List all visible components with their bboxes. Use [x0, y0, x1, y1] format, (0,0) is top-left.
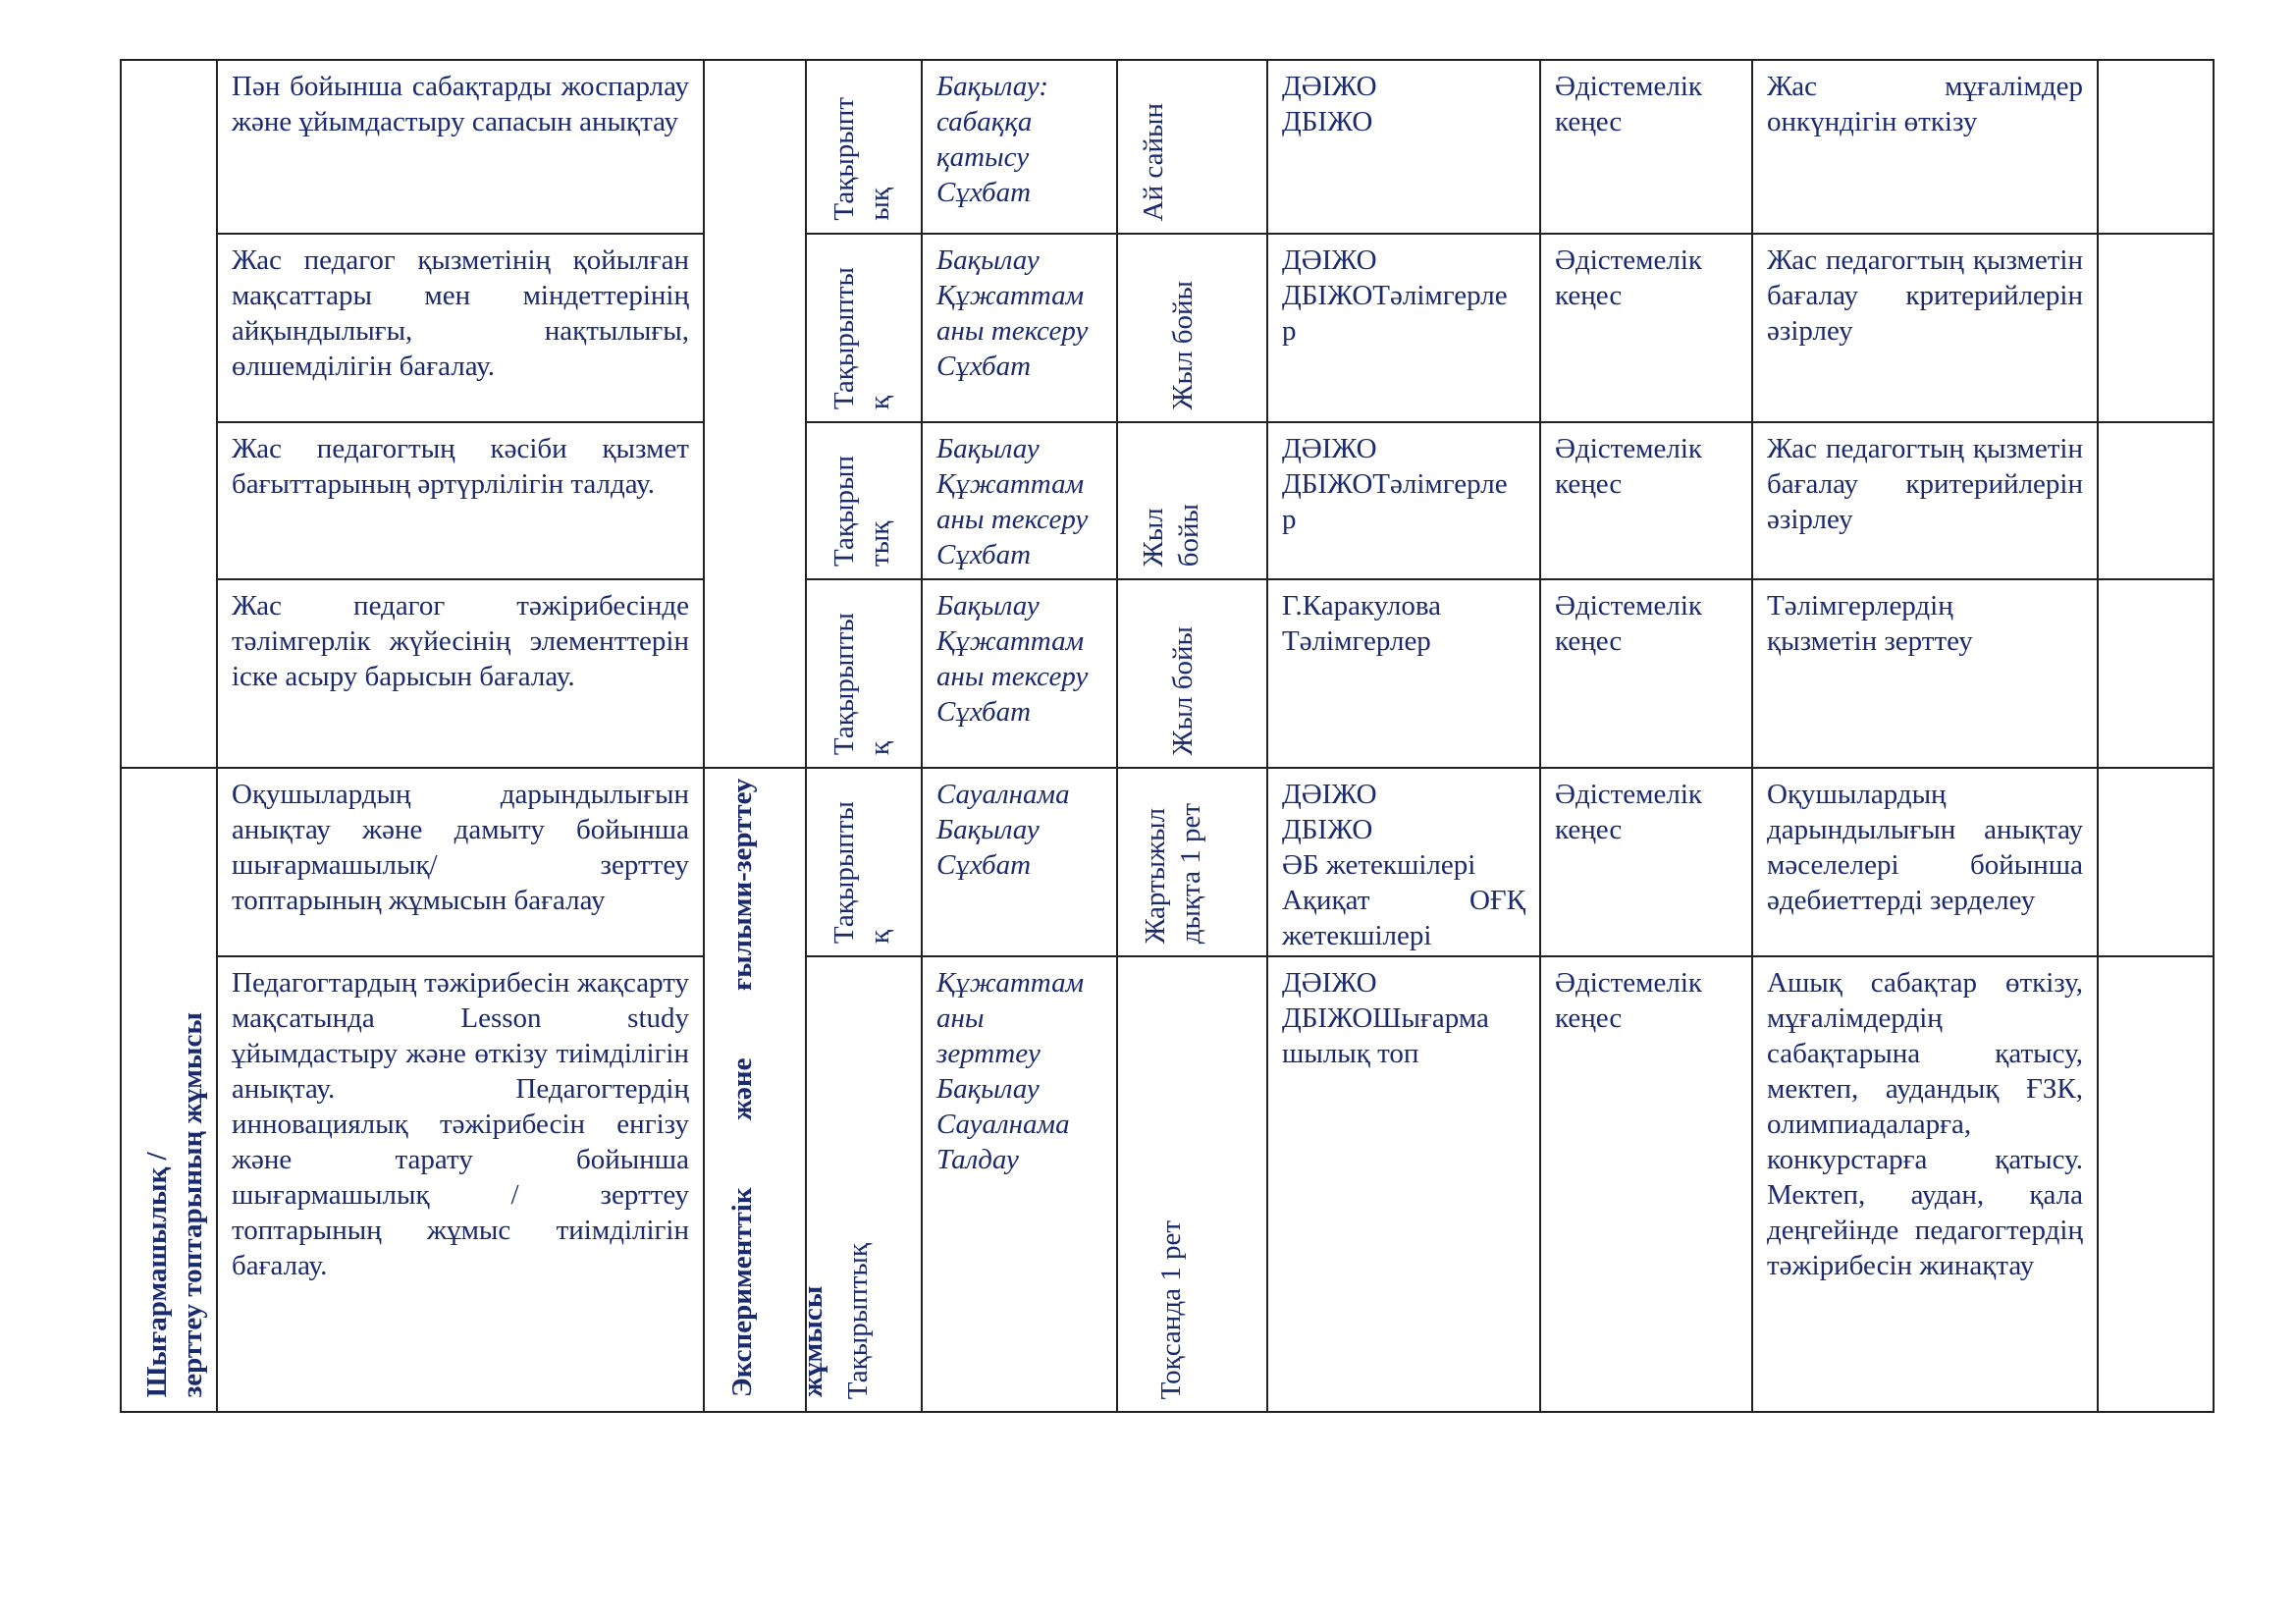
- empty-cell: [2098, 768, 2214, 956]
- methods-cell: [922, 579, 1117, 768]
- table-row: [121, 60, 2214, 234]
- control-type-cell: [806, 234, 922, 422]
- methods-text: Бақылау Құжаттам аны тексеру Сұхбат: [936, 590, 1089, 728]
- outcome-cell: [1752, 234, 2098, 422]
- review-cell: [1540, 579, 1752, 768]
- control-type-cell: [806, 60, 922, 234]
- responsible-text: ДӘІЖО ДБІЖОТәлімгерле р: [1282, 433, 1508, 535]
- outcome-cell: [1752, 60, 2098, 234]
- control-type-text: Тақырыпты қ: [828, 800, 895, 944]
- outcome-cell: [1752, 768, 2098, 956]
- task-cell: [217, 234, 704, 422]
- object-line: жұмысы: [797, 1285, 828, 1397]
- control-type-cell: [806, 768, 922, 956]
- direction-cell-2: [121, 768, 217, 1412]
- period-text: Жыл бойы: [1167, 625, 1199, 755]
- task-text: Пән бойынша сабақтарды жоспарлау және ұйымдастыру сапасын анықтау: [232, 71, 689, 137]
- responsible-line: [1282, 883, 1525, 918]
- outcome-cell: [1752, 422, 2098, 579]
- responsible-cell: [1267, 422, 1540, 579]
- methods-text: Бақылау Құжаттам аны тексеру Сұхбат: [936, 433, 1089, 570]
- task-cell: [217, 956, 704, 1412]
- empty-cell: [2098, 422, 2214, 579]
- period-cell: [1117, 60, 1267, 234]
- period-text: Ай сайын: [1138, 102, 1169, 221]
- review-cell: [1540, 956, 1752, 1412]
- review-cell: [1540, 422, 1752, 579]
- control-type-cell: [806, 956, 922, 1412]
- responsible-cell: [1267, 956, 1540, 1412]
- responsible-text: ДӘІЖО ДБІЖОТәлімгерле р: [1282, 244, 1508, 347]
- empty-cell: [2098, 579, 2214, 768]
- methods-text: Сауалнама Бақылау Сұхбат: [936, 779, 1070, 881]
- task-text: Жас педагогтың кәсіби қызмет бағыттарының әртүрлілігін талдау.: [232, 433, 689, 500]
- table-row: [121, 579, 2214, 768]
- methods-cell: [922, 422, 1117, 579]
- period-text: Жыл бойы: [1138, 503, 1204, 567]
- outcome-cell: [1752, 579, 2098, 768]
- table-row: [121, 234, 2214, 422]
- period-cell: [1117, 422, 1267, 579]
- methods-text: Бақылау Құжаттам аны тексеру Сұхбат: [936, 244, 1089, 382]
- period-cell: [1117, 768, 1267, 956]
- period-text: Жыл бойы: [1167, 280, 1199, 409]
- review-cell: [1540, 234, 1752, 422]
- review-text: Әдістемелік кеңес: [1555, 967, 1703, 1034]
- review-text: Әдістемелік кеңес: [1555, 433, 1703, 500]
- review-text: Әдістемелік кеңес: [1555, 244, 1703, 311]
- task-text: Оқушылардың дарындылығын анықтау және дамыту бойынша шығармашылық/ зерттеу топтарының жұмысын бағалау: [232, 779, 689, 916]
- methods-text: Бақылау: сабаққа қатысу Сұхбат: [936, 71, 1049, 208]
- responsible-word: ОҒҚ: [1468, 885, 1525, 916]
- responsible-text: ДӘІЖО ДБІЖОШығарма шылық топ: [1282, 967, 1489, 1069]
- empty-cell: [2098, 956, 2214, 1412]
- methods-cell: [922, 956, 1117, 1412]
- review-text: Әдістемелік кеңес: [1555, 590, 1703, 657]
- responsible-cell: [1267, 234, 1540, 422]
- direction-cell-1: [121, 60, 217, 768]
- task-text: Жас педагог қызметінің қойылған мақсаттары мен міндеттерінің айқындылығы, нақтылығы, өлшемділігін бағалау.: [232, 244, 689, 382]
- task-cell: [217, 60, 704, 234]
- outcome-cell: [1752, 956, 2098, 1412]
- responsible-line: ДБІЖО: [1282, 814, 1373, 845]
- methods-text: Құжаттам аны зерттеу Бақылау Сауалнама Талдау: [936, 967, 1085, 1175]
- responsible-text: [1268, 769, 1539, 953]
- task-cell: [217, 768, 704, 956]
- control-type-text: Тақырыпты қ: [828, 612, 895, 755]
- outcome-text: Оқушылардың дарындылығын анықтау мәселелері бойынша әдебиеттерді зерделеу: [1767, 779, 2083, 916]
- task-text: Педагогтардың тәжірибесін жақсарту мақсатында Lesson study ұйымдастыру және өткізу тиімділігін анықтау. Педагогтердің инновациялық тәжірибесін енгізу және тарату бойынша шығармашылық / зерттеу топтарының жұмыс тиімділігін бағалау.: [232, 967, 689, 1281]
- responsible-cell: [1267, 768, 1540, 956]
- outcome-text: Жас педагогтың қызметін бағалау критерийлерін әзірлеу: [1767, 433, 2083, 535]
- empty-cell: [2098, 234, 2214, 422]
- object-line: ғылыми-зерттеу: [726, 779, 758, 992]
- period-cell: [1117, 579, 1267, 768]
- outcome-text: Жас педагогтың қызметін бағалау критерийлерін әзірлеу: [1767, 244, 2083, 347]
- responsible-text: ДӘІЖО ДБІЖО: [1282, 71, 1377, 137]
- outcome-text: Ашық сабақтар өткізу, мұғалімдердің сабақтарына қатысу, мектеп, аудандық ҒЗК, олимпиадаларға, конкурстарға қатысу. Мектеп, аудан, қала деңгейінде педагогтердің тәжірибесін жинақтау: [1767, 967, 2083, 1281]
- table-row: [121, 768, 2214, 956]
- task-cell: [217, 422, 704, 579]
- table-row: [121, 956, 2214, 1412]
- responsible-word: Ақиқат: [1282, 885, 1370, 916]
- methods-cell: [922, 768, 1117, 956]
- object-line: және: [726, 1057, 758, 1121]
- outcome-text: Жас мұғалімдер онкүндігін өткізу: [1767, 71, 2083, 137]
- empty-cell: [2098, 60, 2214, 234]
- period-cell: [1117, 234, 1267, 422]
- period-text: Жартыжыл дықта 1 рет: [1140, 802, 1206, 944]
- period-text: Тоқсанда 1 рет: [1155, 1219, 1187, 1399]
- control-type-text: Тақырыпт ық: [828, 97, 895, 221]
- methods-cell: [922, 234, 1117, 422]
- table-row: [121, 422, 2214, 579]
- outcome-text: Тәлімгерлердің қызметін зерттеу: [1767, 590, 1973, 657]
- review-text: Әдістемелік кеңес: [1555, 779, 1703, 845]
- object-cell-1: [704, 60, 806, 768]
- review-text: Әдістемелік кеңес: [1555, 71, 1703, 137]
- responsible-line: жетекшілері: [1282, 920, 1432, 951]
- control-type-text: Тақырып тық: [828, 456, 895, 567]
- task-cell: [217, 579, 704, 768]
- control-type-cell: [806, 422, 922, 579]
- responsible-cell: [1267, 60, 1540, 234]
- control-plan-table: [120, 59, 2215, 1413]
- control-type-text: Тақырыпты қ: [828, 266, 895, 409]
- review-cell: [1540, 768, 1752, 956]
- control-type-text: Тақырыптық: [842, 1242, 874, 1399]
- responsible-cell: [1267, 579, 1540, 768]
- responsible-line: ДӘІЖО: [1282, 779, 1377, 810]
- direction-text: Шығармашылық / зерттеу топтарының жұмысы: [141, 1011, 208, 1397]
- review-cell: [1540, 60, 1752, 234]
- period-cell: [1117, 956, 1267, 1412]
- task-text: Жас педагог тәжірибесінде тәлімгерлік жүйесінің элементтерін іске асыру барысын бағалау.: [232, 590, 689, 692]
- control-type-cell: [806, 579, 922, 768]
- object-line: Эксперименттік: [726, 1187, 758, 1397]
- responsible-line: ӘБ жетекшілері: [1282, 849, 1476, 881]
- responsible-text: Г.Каракулова Тәлімгерлер: [1282, 590, 1442, 657]
- object-cell-2: [704, 768, 828, 1412]
- methods-cell: [922, 60, 1117, 234]
